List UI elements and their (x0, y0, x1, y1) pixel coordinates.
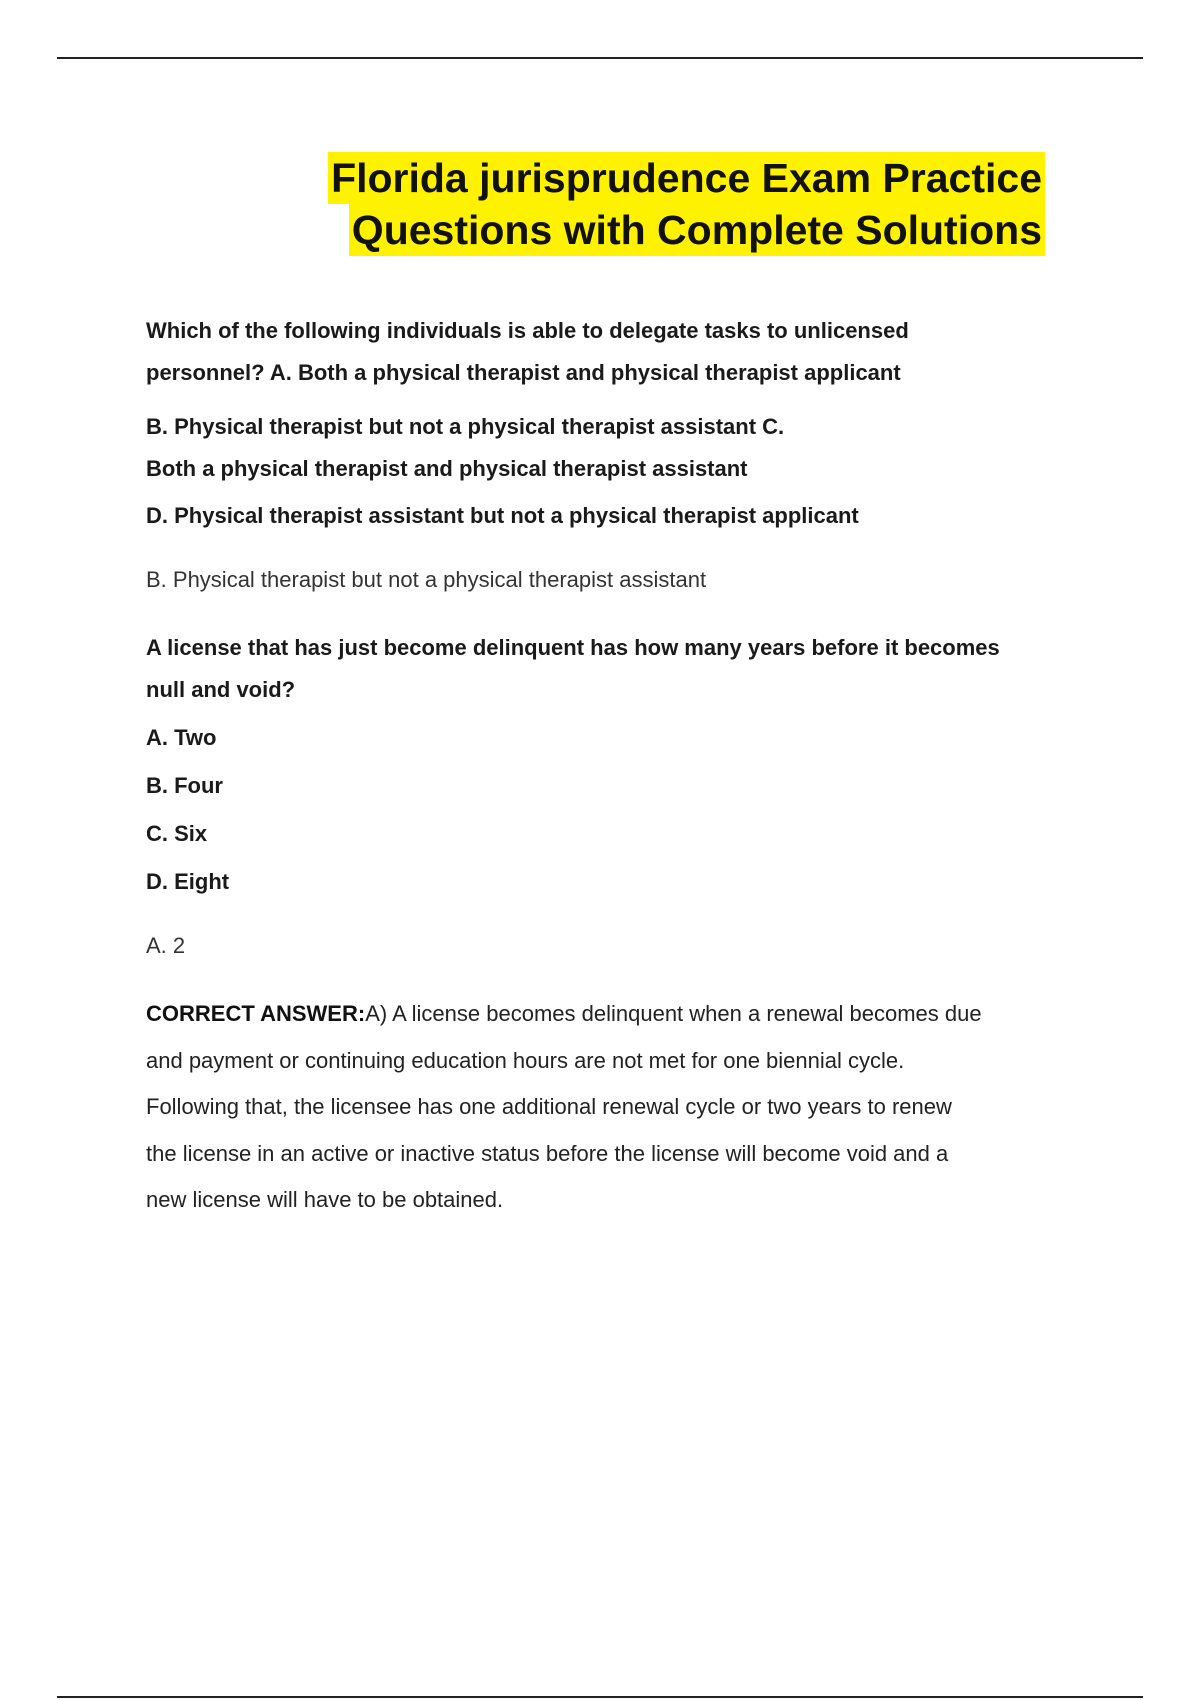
explanation-text-1: A) A license becomes delinquent when a renewal becomes due (365, 1001, 982, 1026)
explanation-line-5: new license will have to be obtained. (146, 1187, 504, 1212)
question-2-option-b: B. Four (146, 773, 223, 798)
correct-answer-label: CORRECT ANSWER: (146, 1001, 366, 1026)
question-1-option-b: B. Physical therapist but not a physical therapist assistant C. (146, 414, 785, 439)
explanation-line-1 (146, 991, 1046, 1038)
question-1-option-c: Both a physical therapist and physical therapist assistant (146, 456, 748, 481)
question-1-option-d: D. Physical therapist assistant but not a physical therapist applicant (146, 503, 859, 528)
bottom-divider (57, 1696, 1143, 1698)
document-body (146, 310, 1046, 1224)
title-line-1: Florida jurisprudence Exam Practice (328, 152, 1045, 204)
question-2-stem-line-1: A license that has just become delinquent has how many years before it becomes (146, 635, 1000, 660)
question-1 (146, 310, 1046, 601)
question-1-answer: B. Physical therapist but not a physical therapist assistant (146, 567, 707, 592)
explanation-line-4: the license in an active or inactive status before the license will become void and a (146, 1140, 949, 1166)
document-title (300, 152, 1045, 256)
question-2-answer: A. 2 (146, 933, 186, 958)
title-line-2: Questions with Complete Solutions (349, 204, 1045, 256)
question-2-option-a: A. Two (146, 725, 217, 750)
explanation-line-3: Following that, the licensee has one additional renewal cycle or two years to renew (146, 1094, 952, 1119)
explanation-line-2: and payment or continuing education hours are not met for one biennial cycle. (146, 1047, 905, 1073)
question-2-option-d: D. Eight (146, 869, 230, 894)
top-divider (57, 57, 1143, 59)
question-2-option-c: C. Six (146, 821, 208, 846)
question-2-explanation (146, 991, 1046, 1224)
question-2-stem-line-2: null and void? (146, 677, 296, 702)
question-1-stem-line-1: Which of the following individuals is able to delegate tasks to unlicensed (146, 318, 909, 343)
question-1-stem-line-2: personnel? A. Both a physical therapist and physical therapist applicant (146, 360, 901, 385)
question-2 (146, 627, 1046, 1224)
